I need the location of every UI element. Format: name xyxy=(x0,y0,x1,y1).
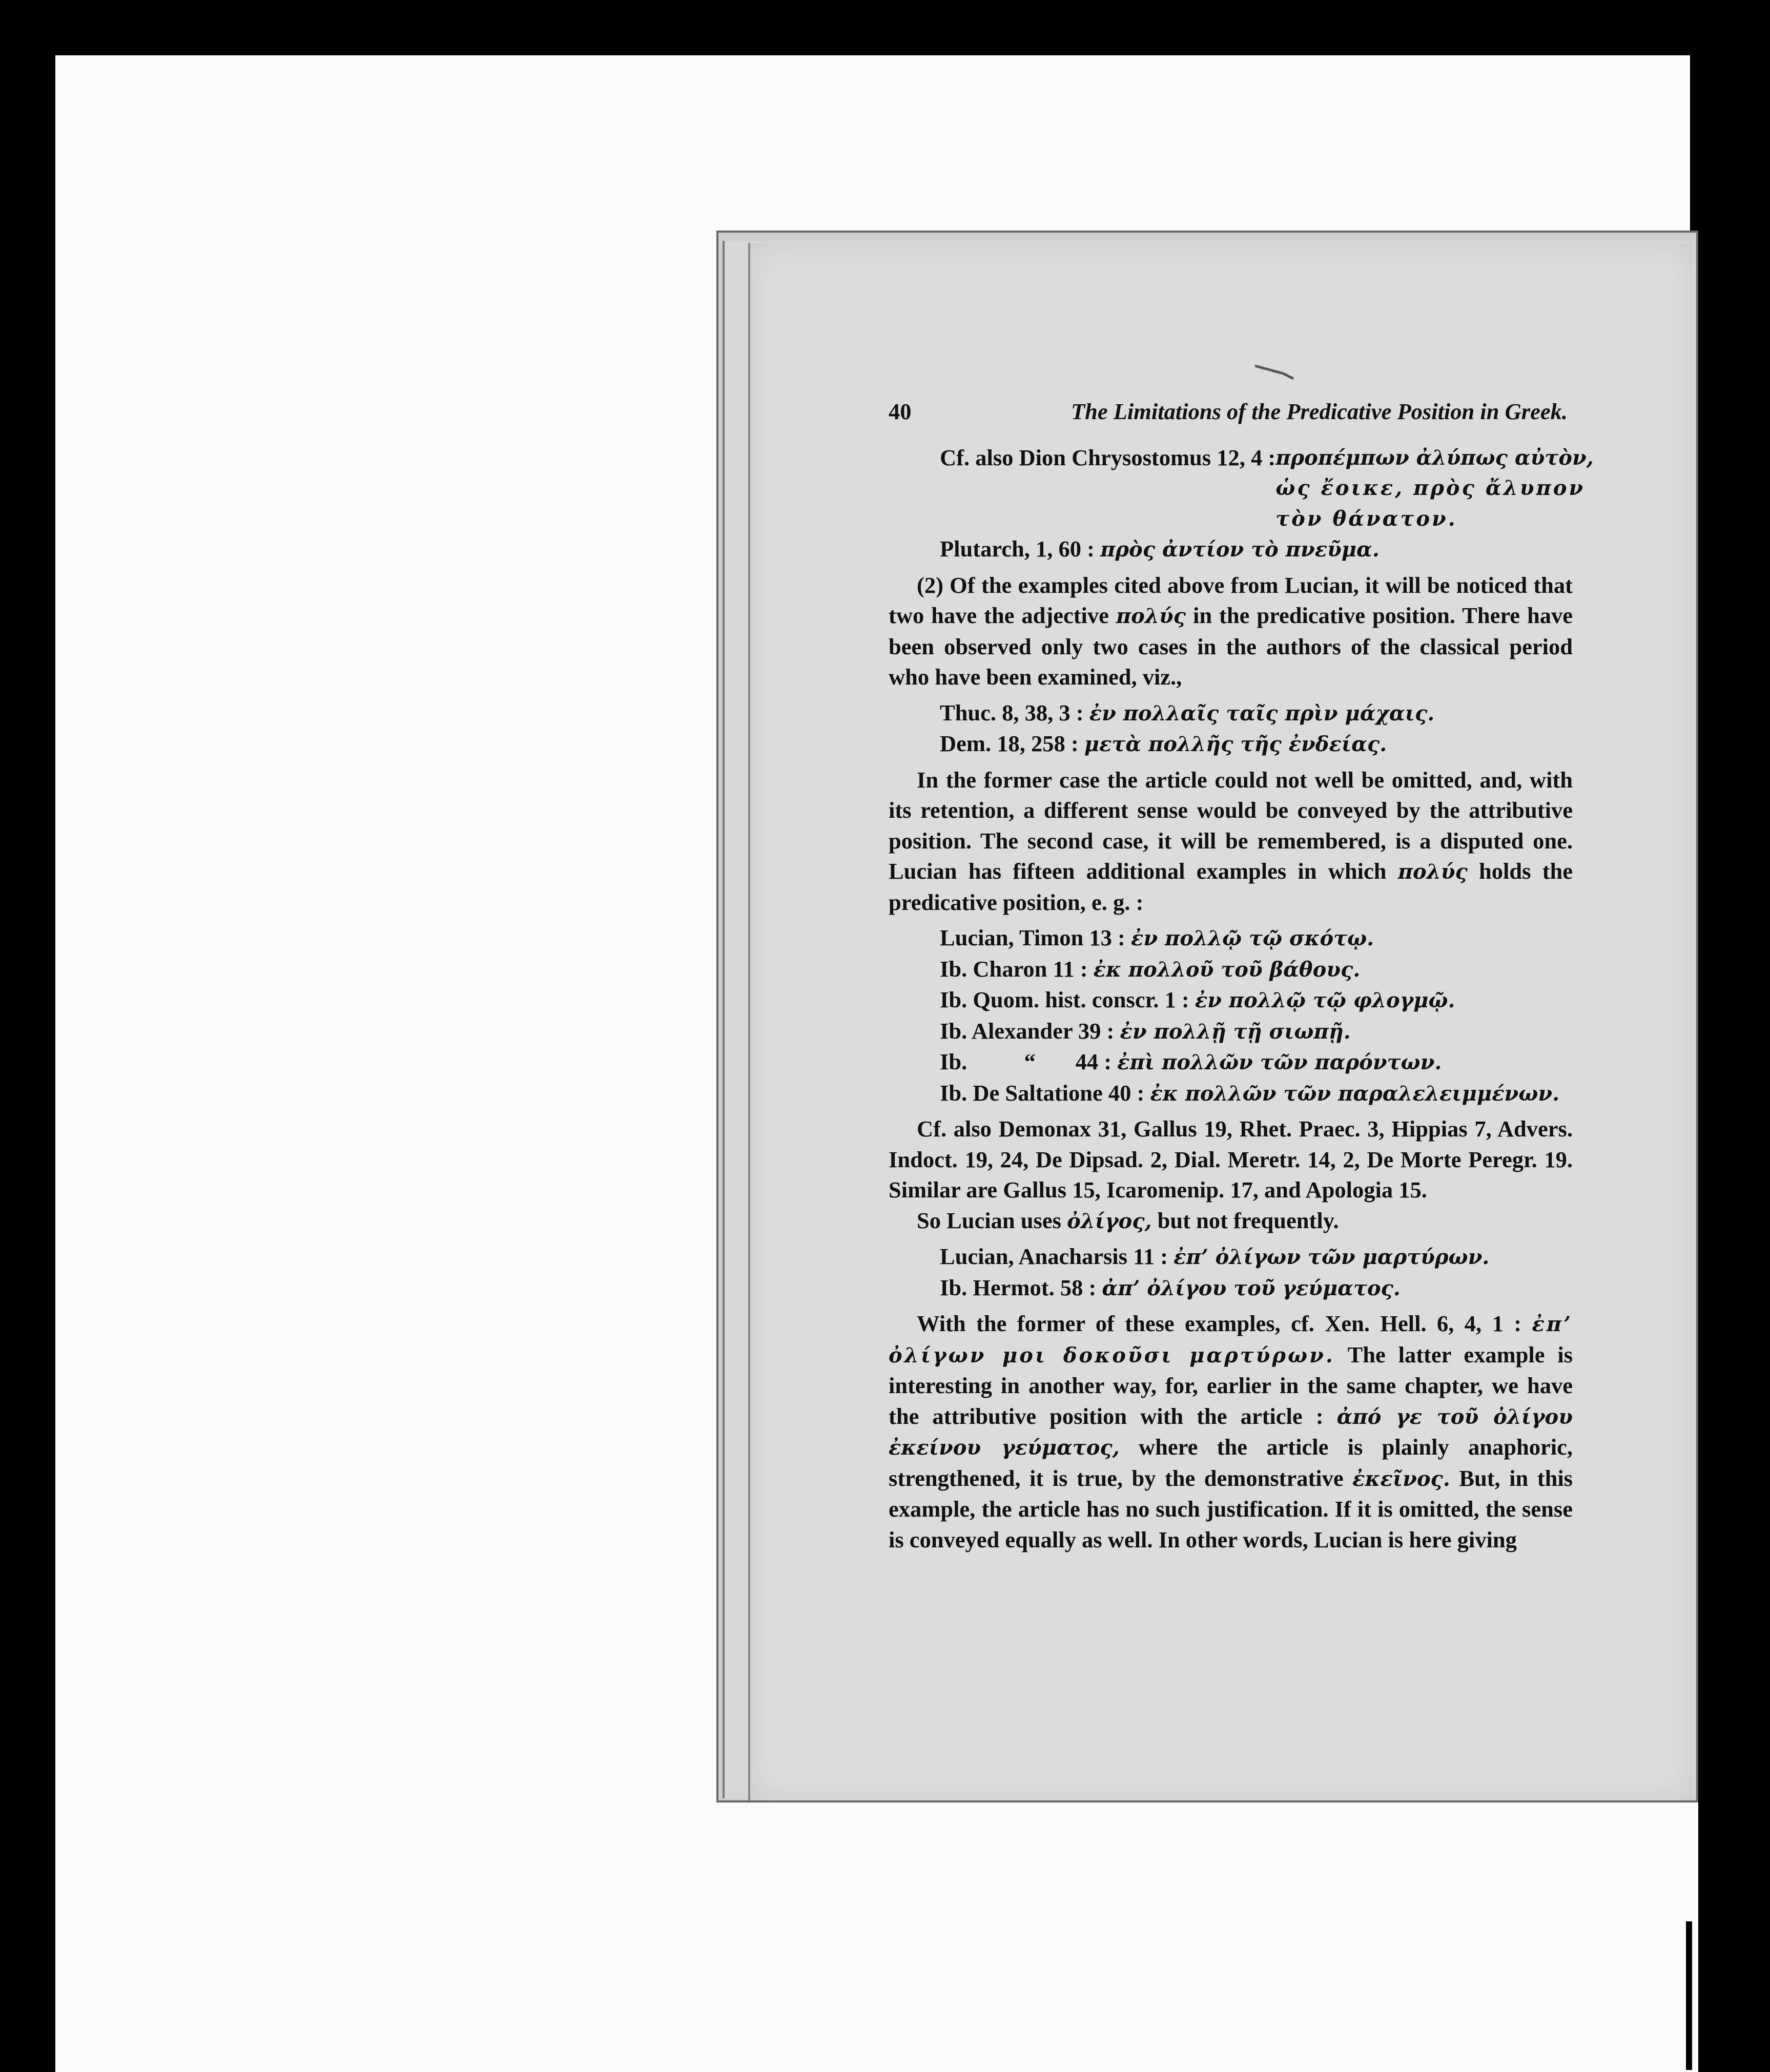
citation-greek: ἐν πολλῷ τῷ φλογμῷ. xyxy=(1195,988,1455,1012)
citation-greek: ἐκ πολλῶν τῶν παραλελειμμένων. xyxy=(1150,1081,1560,1106)
citation-greek: ἐν πολλῇ τῇ σιωπῇ. xyxy=(1120,1019,1351,1044)
paragraph xyxy=(889,1206,1573,1237)
text-run: But, in this example, the article has no such justification. If it is omitted, the sense is conveyed equally as well. In other words, Lucian is here giving xyxy=(889,1465,1573,1552)
citation-dem xyxy=(889,729,1573,760)
citation-greek: ἀπ’ ὀλίγου τοῦ γεύματος. xyxy=(1102,1276,1401,1300)
greek-word: πολύς xyxy=(1397,860,1468,884)
citation-label: Ib. De Saltatione 40 : xyxy=(940,1080,1145,1106)
example-list xyxy=(889,923,1573,1109)
greek-word: ὀλίγος, xyxy=(1067,1209,1152,1233)
example-row xyxy=(889,1078,1573,1109)
running-title: The Limitations of the Predicative Position in Greek. xyxy=(1071,399,1568,424)
citation-label: Ib. Charon 11 : xyxy=(940,956,1088,982)
citation-label: Lucian, Timon 13 : xyxy=(940,925,1125,950)
citation-label: Dem. 18, 258 : xyxy=(940,731,1079,756)
greek-word: ἐκεῖνος. xyxy=(1352,1466,1450,1491)
citation-label: Plutarch, 1, 60 : xyxy=(940,536,1095,562)
text-run: With the former of these examples, cf. Xen. Hell. 6, 4, 1 : xyxy=(917,1311,1522,1336)
book-page xyxy=(748,243,1693,1800)
example-row xyxy=(889,954,1573,985)
page-number: 40 xyxy=(889,399,912,424)
example-row xyxy=(889,1016,1573,1047)
citation-thuc xyxy=(889,698,1573,729)
greek-line: προπέμπων ἀλύπως αὐτὸν, xyxy=(1275,445,1594,470)
citation-greek: ἐν πολλῷ τῷ σκότῳ. xyxy=(1131,926,1374,950)
citation-greek xyxy=(1275,443,1594,534)
paragraph xyxy=(889,1309,1573,1555)
citation-greek: πρὸς ἀντίον τὸ πνεῦμα. xyxy=(1100,537,1380,562)
citation-greek: ἐν πολλαῖς ταῖς πρὶν μάχαις. xyxy=(1089,701,1435,726)
citation-dion xyxy=(889,443,1594,534)
text-run: holds the predicative position, e. g. : xyxy=(889,858,1573,915)
example-row xyxy=(889,1047,1573,1078)
greek-phrase: ἀπό γε τοῦ ὀλίγου ἐκείνου γεύματος, xyxy=(889,1404,1573,1460)
film-edge-rule-bottom xyxy=(1686,1921,1692,2070)
citation-greek: ἐκ πολλοῦ τοῦ βάθους. xyxy=(1093,957,1361,982)
citation-label: Thuc. 8, 38, 3 : xyxy=(940,699,1084,726)
citation-label: Lucian, Anacharsis 11 : xyxy=(940,1244,1168,1269)
scan-speck xyxy=(1252,361,1314,381)
film-edge-right xyxy=(1763,512,1770,1793)
citation-label: Ib. Quom. hist. conscr. 1 : xyxy=(940,987,1189,1012)
paragraph xyxy=(889,570,1573,693)
text-run: The latter example is interesting in another way, for, earlier in the same chapter, we have the attributive position with the article : xyxy=(889,1341,1573,1429)
example-row xyxy=(889,1241,1573,1273)
citation-label: Ib. Alexander 39 : xyxy=(940,1018,1115,1044)
text-run: So Lucian uses xyxy=(917,1207,1061,1233)
citation-label: Ib. Hermot. 58 : xyxy=(940,1274,1097,1300)
greek-word: πολύς xyxy=(1116,604,1186,628)
citation-greek: ἐπ’ ὀλίγων τῶν μαρτύρων. xyxy=(1174,1245,1490,1269)
example-row xyxy=(889,985,1573,1016)
page-text xyxy=(889,397,1594,1555)
greek-line: τὸν θάνατον. xyxy=(1275,506,1457,531)
example-list-2 xyxy=(889,1241,1573,1303)
paragraph: Cf. also Demonax 31, Gallus 19, Rhet. Praec. 3, Hippias 7, Advers. Indoct. 19, 24, De Dipsad. 2, Dial. Meretr. 14, 2, De Morte Peregr. 19. Similar are Gallus 15, Icaromenip. 17, and Apologia 15. xyxy=(889,1116,1573,1203)
citation-greek: ἐπὶ πολλῶν τῶν παρόντων. xyxy=(1117,1050,1442,1074)
greek-line: ὡς ἔοικε, πρὸς ἄλυπον xyxy=(1275,476,1586,500)
text-run: in the predicative position. There have been observed only two cases in the authors of the classical period who have been examined, viz., xyxy=(889,603,1573,690)
film-edge-rule xyxy=(1690,0,1698,241)
citation-label: Ib. “ 44 : xyxy=(940,1049,1112,1074)
example-row xyxy=(889,923,1573,954)
page-header xyxy=(889,397,1573,427)
citation-label: Cf. also Dion Chrysostomus 12, 4 : xyxy=(940,444,1276,470)
paragraph xyxy=(889,765,1573,918)
text-run: where the article is plainly anaphoric, strengthened, it is true, by the demonstrative xyxy=(889,1434,1573,1491)
citation-greek: μετὰ πολλῆς τῆς ἐνδείας. xyxy=(1084,732,1387,756)
example-row xyxy=(889,1273,1573,1304)
text-run: but not frequently. xyxy=(1157,1207,1339,1233)
greek-phrase: ἐπ’ ὀλίγων μοι δοκοῦσι μαρτύρων. xyxy=(889,1312,1573,1367)
text-run: In the former case the article could not well be omitted, and, with its retention, a different sense would be conveyed by the attributive position. The second case, it will be remembered, is a disputed one. Lucian has fifteen additional examples in which xyxy=(889,766,1573,884)
citation-plutarch xyxy=(889,534,1573,565)
text-run: (2) Of the examples cited above from Lucian, it will be noticed that two have the adjective xyxy=(889,572,1573,628)
